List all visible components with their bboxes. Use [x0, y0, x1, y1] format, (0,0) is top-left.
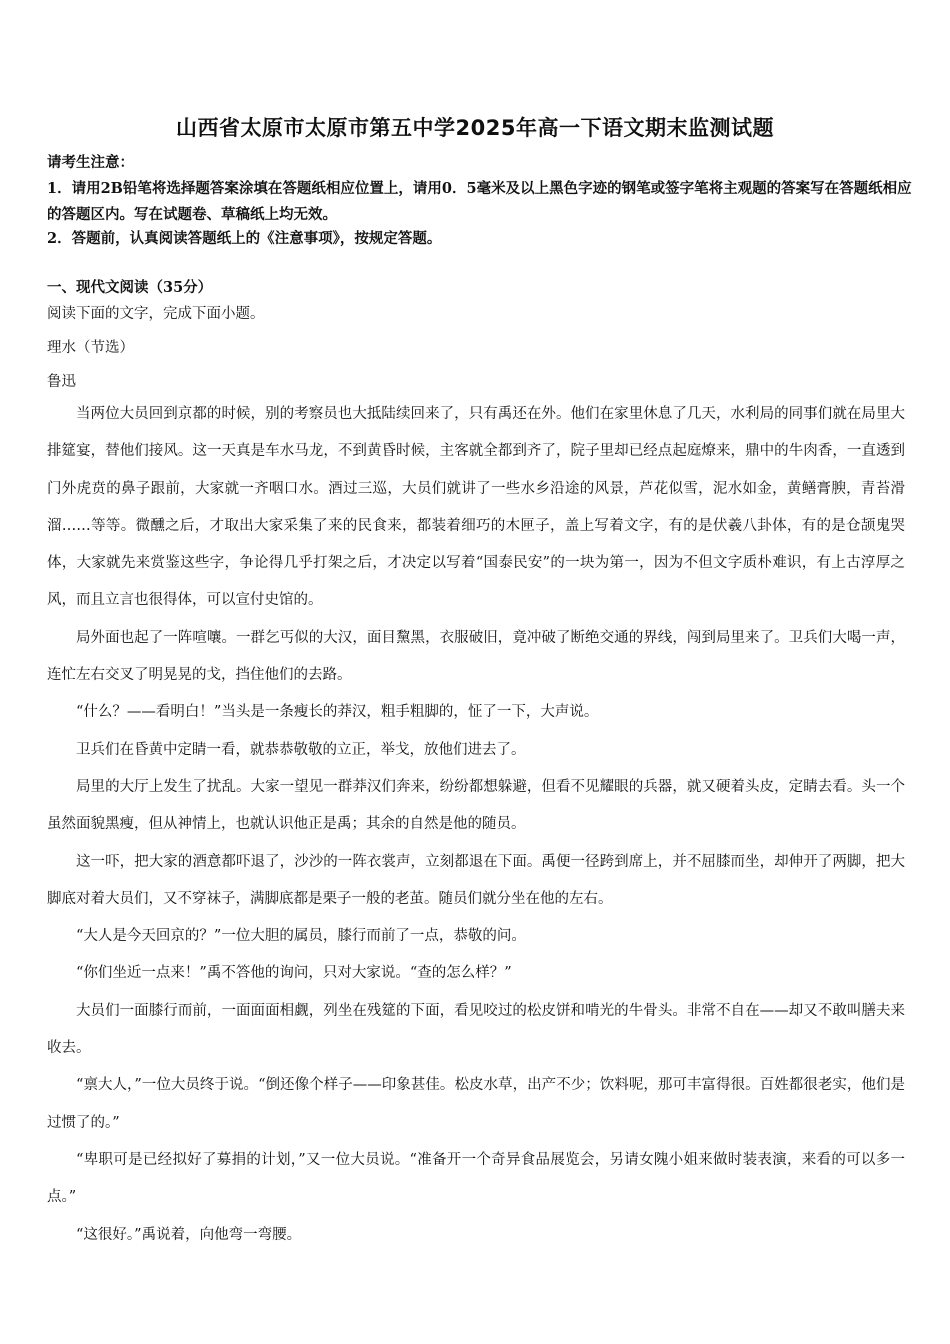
paragraph: 大员们一面膝行而前，一面面面相觑，列坐在残筵的下面，看见咬过的松皮饼和啃光的牛骨头。非常不自在——却又不敢叫膳夫来收去。	[47, 1002, 905, 1057]
paragraph: 局外面也起了一阵喧嚷。一群乞丐似的大汉，面目黧黑，衣服破旧，竟冲破了断绝交通的界线，闯到局里来了。卫兵们大喝一声，连忙左右交叉了明晃晃的戈，挡住他们的去路。	[47, 629, 905, 684]
paragraph: “这很好。”禹说着，向他弯一弯腰。	[76, 1226, 302, 1243]
passage-author: 鲁迅	[47, 374, 76, 390]
paragraph: “你们坐近一点来！”禹不答他的询问，只对大家说。“查的怎么样？”	[76, 965, 512, 982]
paragraph: 局里的大厅上发生了扰乱。大家一望见一群莽汉们奔来，纷纷都想躲避，但看不见耀眼的兵器，就又硬着头皮，定睛去看。头一个虽然面貌黑瘦，但从神情上，也就认识他正是禹；其余的自然是他的随员。	[47, 778, 905, 833]
notice-heading: 请考生注意：	[47, 154, 134, 171]
notice-item-1: 1．请用2B铅笔将选择题答案涂填在答题纸相应位置上，请用0．5毫米及以上黑色字迹的钢笔或签字笔将主观题的答案写在答题纸相应的答题区内。写在试题卷、草稿纸上均无效。	[47, 180, 912, 223]
section-heading: 一、现代文阅读（35分）	[47, 279, 213, 296]
paragraph: 这一吓，把大家的酒意都吓退了，沙沙的一阵衣裳声，立刻都退在下面。禹便一径跨到席上，并不屈膝而坐，却伸开了两脚，把大脚底对着大员们，又不穿袜子，满脚底都是栗子一般的老茧。随员们就分坐在他的左右。	[47, 853, 905, 907]
paragraph: “禀大人，”一位大员终于说。“倒还像个样子——印象甚佳。松皮水草，出产不少；饮料呢，那可丰富得很。百姓都很老实，他们是过惯了的。”	[47, 1077, 905, 1131]
paragraph: “什么？——看明白！”当头是一条瘦长的莽汉，粗手粗脚的，怔了一下，大声说。	[76, 704, 599, 721]
passage-body	[47, 396, 905, 1254]
passage-title: 理水（节选）	[47, 340, 134, 356]
paragraph: 当两位大员回到京都的时候，别的考察员也大抵陆续回来了，只有禹还在外。他们在家里休息了几天，水利局的同事们就在局里大排筵宴，替他们接风。这一天真是车水马龙，不到黄昏时候，主客就全都到齐了，院子里却已经点起庭燎来，鼎中的牛肉香，一直透到门外虎贲的鼻子跟前，大家就一齐咽口水。酒过三巡，大员们就讲了一些水乡沿途的风景，芦花似雪，泥水如金，黄鳝膏腴，青苔滑溜……等等。微醺之后，才取出大家采集了来的民食来，都装着细巧的木匣子，盖上写着文字，有的是伏羲八卦体，有的是仓颉鬼哭体，大家就先来赏鉴这些字，争论得几乎打架之后，才决定以写着“国泰民安”的一块为第一，因为不但文字质朴难识，有上古淳厚之风，而且立言也很得体，可以宣付史馆的。	[47, 406, 905, 609]
paragraph: “大人是今天回京的？”一位大胆的属员，膝行而前了一点，恭敬的问。	[76, 928, 526, 945]
notice-item-2: 2．答题前，认真阅读答题纸上的《注意事项》，按规定答题。	[47, 230, 442, 247]
paragraph: 卫兵们在昏黄中定睛一看，就恭恭敬敬的立正，举戈，放他们进去了。	[76, 741, 526, 758]
paragraph: “卑职可是已经拟好了募捐的计划，”又一位大员说。“准备开一个奇异食品展览会，另请女隗小姐来做时装表演，来看的可以多一点。”	[47, 1151, 905, 1206]
exam-title: 山西省太原市太原市第五中学2025年高一下语文期末监测试题	[176, 116, 774, 140]
instruction-text: 阅读下面的文字，完成下面小题。	[47, 306, 265, 322]
